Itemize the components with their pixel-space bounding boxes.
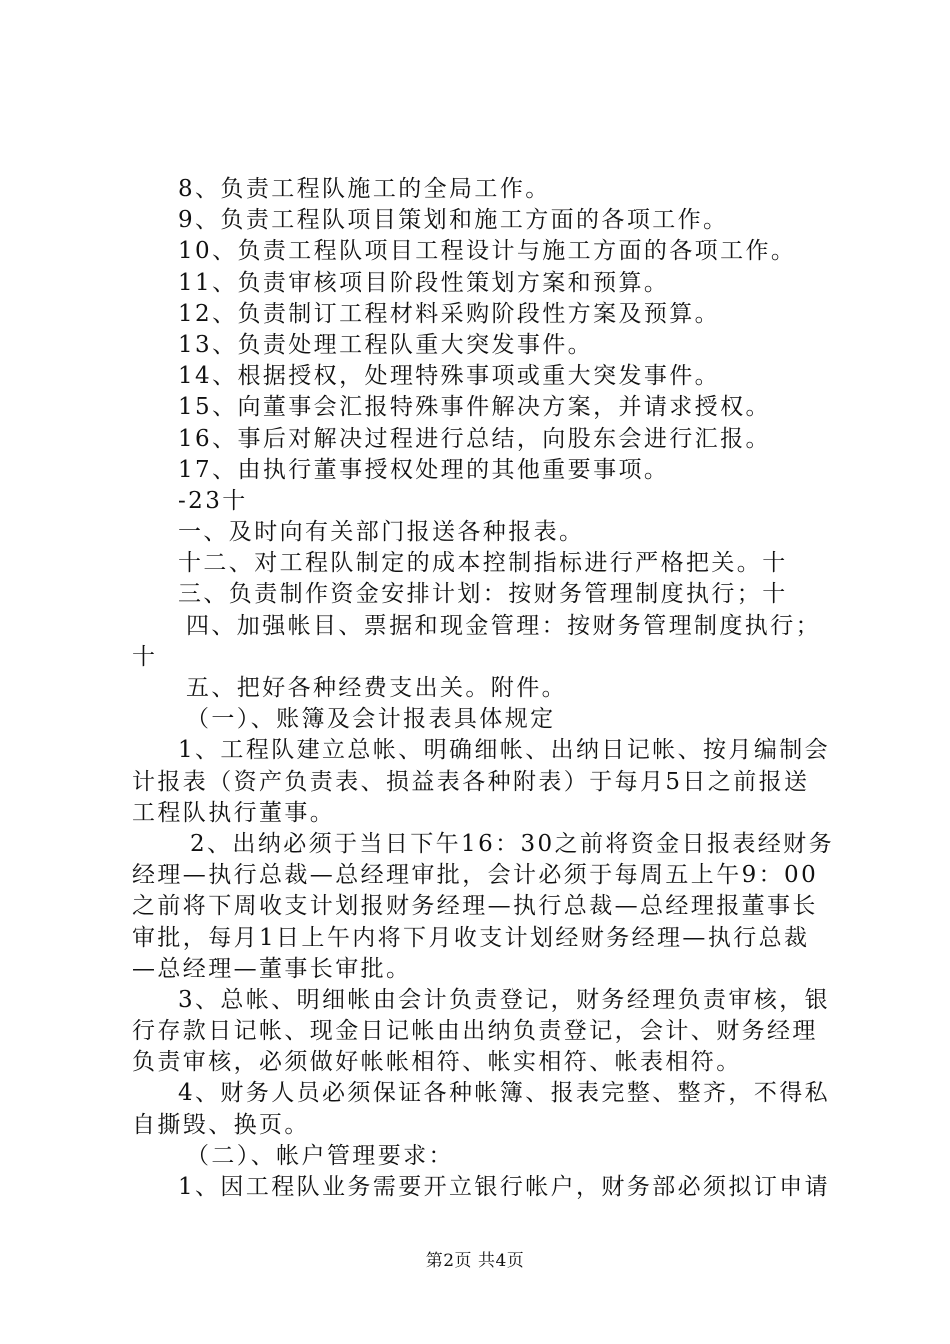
- paragraph-1-line-3: 工程队执行董事。: [132, 799, 336, 826]
- paragraph-2-line-3: 之前将下周收支计划报财务经理—执行总裁—总经理报董事长: [132, 893, 818, 920]
- text-line-section-1: 一、及时向有关部门报送各种报表。: [178, 519, 585, 546]
- subsection-heading-1: （一）、账簿及会计报表具体规定: [186, 706, 556, 733]
- text-line-item-17: 17、由执行董事授权处理的其他重要事项。: [178, 456, 670, 483]
- subsection-heading-2: （二）、帐户管理要求：: [186, 1142, 454, 1169]
- paragraph-4-line-2: 自撕毁、换页。: [132, 1111, 310, 1138]
- text-line-item-12: 12、负责制订工程材料采购阶段性方案及预算。: [178, 300, 721, 327]
- text-line-item-11: 11、负责审核项目阶段性策划方案和预算。: [178, 269, 670, 296]
- paragraph-4-line-1: 4、财务人员必须保证各种帐簿、报表完整、整齐，不得私: [178, 1080, 831, 1107]
- text-line-item-15: 15、向董事会汇报特殊事件解决方案，并请求授权。: [178, 394, 771, 421]
- page-number-footer: 第2页 共4页: [425, 1251, 525, 1271]
- text-line-section-15: 五、把好各种经费支出关。附件。: [186, 675, 567, 701]
- paragraph-2-line-5: —总经理—董事长审批。: [132, 955, 412, 982]
- text-line-item-9: 9、负责工程队项目策划和施工方面的各项工作。: [178, 207, 729, 234]
- paragraph-3-line-3: 负责审核，必须做好帐帐相符、帐实相符、帐表相符。: [132, 1049, 742, 1076]
- paragraph-3-line-1: 3、总帐、明细帐由会计负责登记，财务经理负责审核，银: [178, 986, 831, 1013]
- text-line-item-14: 14、根据授权，处理特殊事项或重大突发事件。: [178, 363, 721, 390]
- text-line-item-10: 10、负责工程队项目工程设计与施工方面的各项工作。: [178, 238, 797, 265]
- text-line-item-16: 16、事后对解决过程进行总结，向股东会进行汇报。: [178, 425, 771, 452]
- text-line-section-13: 三、负责制作资金安排计划：按财务管理制度执行；十: [178, 581, 788, 608]
- text-line-section-12: 十二、对工程队制定的成本控制指标进行严格把关。十: [178, 550, 788, 577]
- document-body: [132, 174, 832, 1203]
- paragraph-2-line-4: 审批，每月1日上午内将下月收支计划经财务经理—执行总裁: [132, 924, 810, 951]
- text-line-wrap: 十: [132, 643, 158, 670]
- paragraph-2-line-2: 经理—执行总裁—总经理审批，会计必须于每周五上午9：00: [132, 862, 819, 889]
- paragraph-1-line-2: 计报表（资产负责表、损益表各种附表）于每月5日之前报送: [132, 768, 810, 795]
- paragraph-2-line-1: 2、出纳必须于当日下午16：30之前将资金日报表经财务: [190, 830, 834, 857]
- paragraph-1-line-1: 1、工程队建立总帐、明确细帐、出纳日记帐、按月编制会: [178, 737, 831, 764]
- text-line-item-13: 13、负责处理工程队重大突发事件。: [178, 331, 594, 358]
- text-line-item-8: 8、负责工程队施工的全局工作。: [178, 176, 551, 202]
- paragraph-5-line-1: 1、因工程队业务需要开立银行帐户，财务部必须拟订申请: [178, 1174, 831, 1200]
- text-line-fragment: -23十: [178, 487, 248, 514]
- paragraph-3-line-2: 行存款日记帐、现金日记帐由出纳负责登记，会计、财务经理: [132, 1018, 818, 1045]
- text-line-section-14: 四、加强帐目、票据和现金管理：按财务管理制度执行；: [186, 612, 821, 639]
